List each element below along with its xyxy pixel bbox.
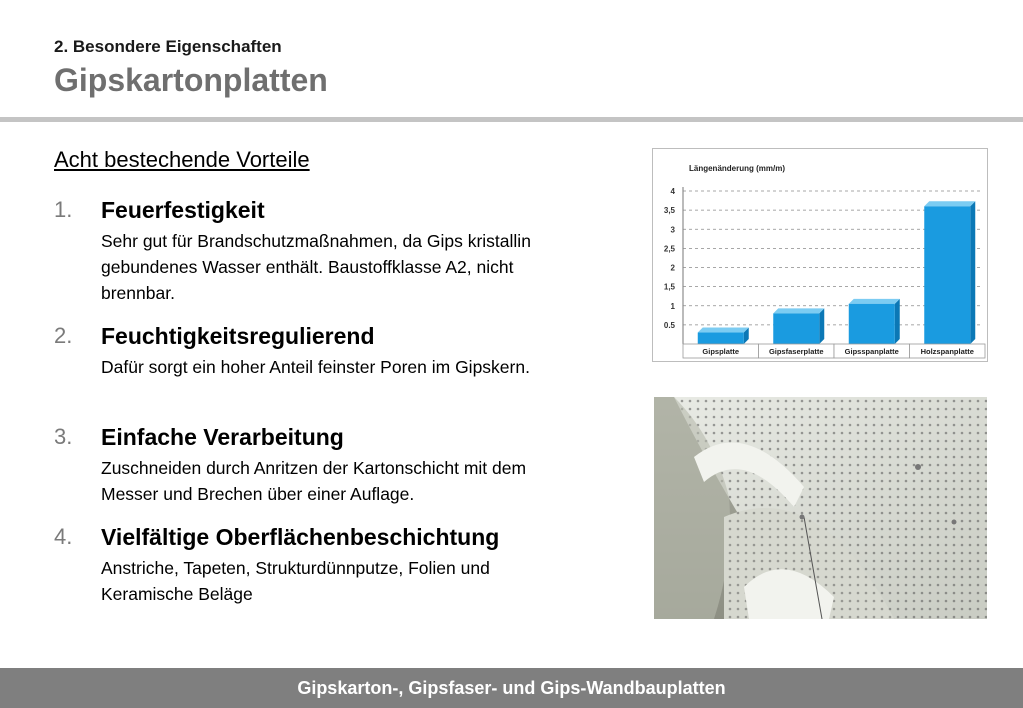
list-item-number: 3.: [54, 424, 73, 449]
chart-category-label: Gipsplatte: [702, 347, 740, 356]
list-item-description: Dafür sorgt ein hoher Anteil feinster Poren im Gipskern.: [101, 357, 530, 377]
chart-bar-side: [895, 299, 900, 344]
chart-svg: [653, 149, 987, 361]
ceiling-photo: [654, 397, 987, 619]
chart-category-label: Gipsspanplatte: [844, 347, 899, 356]
list-item-number: 2.: [54, 323, 73, 348]
chart-bar-top: [924, 201, 975, 206]
chart-category-label: Holzspanplatte: [920, 347, 974, 356]
chart-y-tick-label: 2: [670, 263, 675, 273]
length-change-chart: [652, 148, 988, 362]
chart-bar-top: [698, 328, 749, 333]
section-subtitle: 2. Besondere Eigenschaften: [54, 37, 282, 56]
chart-title: Längenänderung (mm/m): [689, 164, 786, 173]
chart-bar-side: [819, 308, 824, 344]
list-item-title: Einfache Verarbeitung: [101, 424, 344, 450]
list-item-description: Anstriche, Tapeten, Strukturdünnputze, Folien und Keramische Beläge: [101, 558, 490, 604]
section-heading: Acht bestechende Vorteile: [54, 147, 310, 172]
list-item-title: Vielfältige Oberflächenbeschichtung: [101, 524, 500, 550]
chart-bar: [924, 206, 970, 344]
list-item-number: 1.: [54, 197, 73, 222]
chart-y-tick-label: 1: [670, 301, 675, 311]
chart-y-tick-label: 1,5: [663, 282, 675, 292]
chart-y-tick-label: 3: [670, 225, 675, 235]
list-item-number: 4.: [54, 524, 73, 549]
chart-y-tick-label: 3,5: [663, 206, 675, 216]
list-item-description: Zuschneiden durch Anritzen der Kartonschicht mit dem Messer und Brechen über einer Auflage.: [101, 458, 527, 504]
chart-bar: [698, 333, 744, 344]
page-title: Gipskartonplatten: [54, 62, 328, 98]
header-divider: [0, 117, 1023, 122]
chart-y-tick-label: 2,5: [663, 244, 675, 254]
list-item-title: Feuerfestigkeit: [101, 197, 265, 223]
list-item-title: Feuchtigkeitsregulierend: [101, 323, 375, 349]
list-item-description: Sehr gut für Brandschutzmaßnahmen, da Gips kristallin gebundenes Wasser enthält. Baustoffklasse A2, nicht brennbar.: [101, 231, 531, 303]
chart-bar-top: [849, 299, 900, 304]
chart-bar-side: [970, 201, 975, 344]
chart-bar-top: [773, 308, 824, 313]
chart-category-label: Gipsfaserplatte: [768, 347, 824, 356]
footer-bar: [0, 668, 1023, 708]
chart-bar: [773, 313, 819, 344]
chart-bar: [849, 304, 895, 344]
footer-text: Gipskarton-, Gipsfaser- und Gips-Wandbauplatten: [297, 677, 726, 698]
chart-y-tick-label: 4: [670, 187, 675, 196]
chart-y-tick-label: 0.5: [663, 320, 675, 330]
